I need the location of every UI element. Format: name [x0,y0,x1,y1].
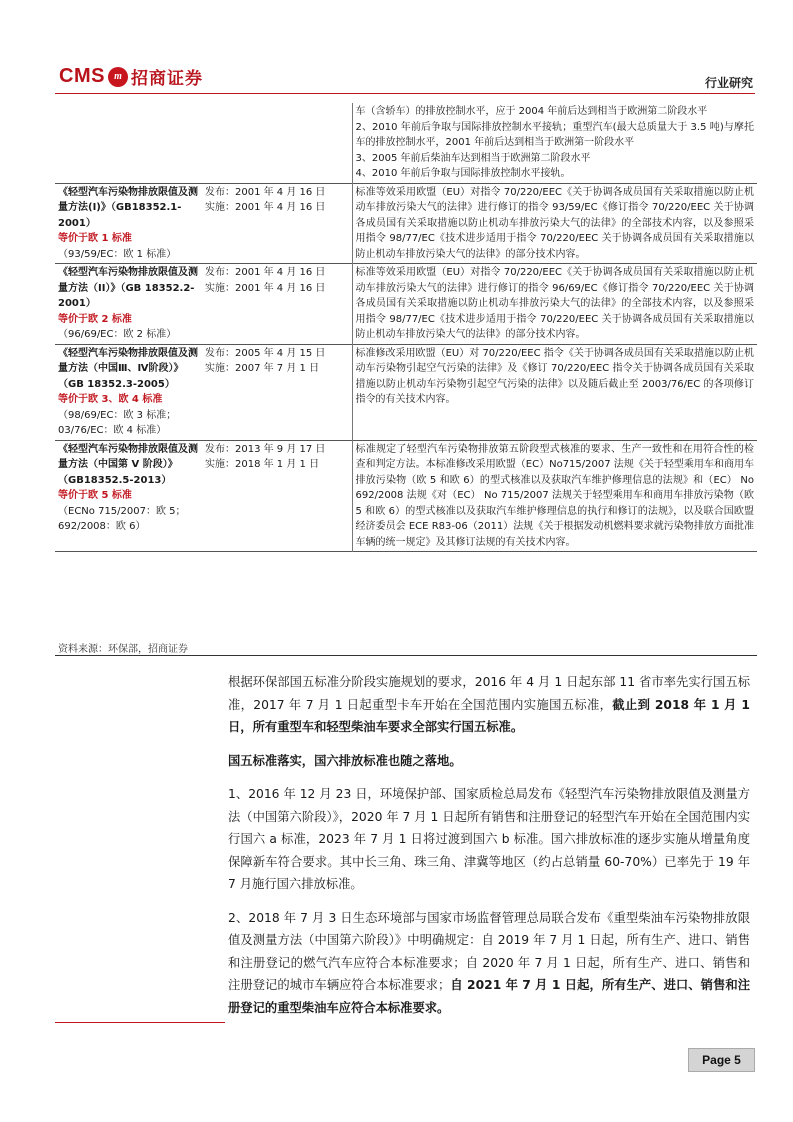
standard-reference: （98/69/EC：欧 3 标准；03/76/EC：欧 4 标准） [58,409,177,436]
standard-content: 车（含轿车）的排放控制水平，应于 2004 年前后达到相当于欧洲第二阶段水平 2、2010 年前后争取与国际排放控制水平接轨；重型汽车(最大总质量大于 3.5 吨)与摩托车的排放控制水平，2001 年前后达到相当于欧洲第一阶段水平 3、2005 年前后柴油车达到相当于欧洲第二阶段水平 4、2010 年前后争取与国际排放控制水平接轨。 [355,106,754,179]
table-row [55,103,757,183]
page-header [55,60,755,94]
table-row [55,440,757,552]
standard-content: 标准等效采用欧盟（EU）对指令 70/220/EEC《关于协调各成员国有关采取措施以防止机动车排放污染大气的法律》进行修订的指令 96/69/EC《修订指令 70/220/EEC 关于协调各成员国有关采取措施以防止机动车排放污染大气的法律》的全部技术内容，以及参照采用指令 98/77/EC《技术进步适用于指令 70/220/EEC 关于协调各成员国有关采取措施以防止机动车排放污染大气的法律》的部分技术内容。 [355,267,754,340]
footnote-divider [55,1022,225,1023]
header-divider [55,93,755,94]
standard-equivalent: 等价于欧 3、欧 4 标准 [58,394,163,405]
standard-equivalent: 等价于欧 2 标准 [58,313,132,325]
standard-reference: （96/69/EC：欧 2 标准） [58,329,177,340]
content-cell [352,183,757,264]
dates-cell [202,264,352,345]
paragraph-4 [228,907,750,1020]
logo-chinese-text: 招商证券 [130,69,203,89]
standard-equivalent: 等价于欧 1 标准 [58,233,132,244]
section-label: 行业研究 [704,76,753,90]
content-cell [352,440,757,552]
paragraph-4-bold: 自 2021 年 7 月 1 日起，所有生产、进口、销售和注册登记的重型柴油车应符合本标准要求。 [228,978,750,1015]
standard-equivalent: 等价于欧 5 标准 [58,490,132,501]
standard-content: 标准规定了轻型汽车污染物排放第五阶段型式核准的要求、生产一致性和在用符合性的检查和判定方法。本标准修改采用欧盟（EC）No715/2007 法规《关于轻型乘用车和商用车排放污染物（欧 5 和欧 6）的型式核准以及获取汽车维护修理信息的法规》和（EC） No 692/2008 法规《对（EC） No 715/2007 法规关于轻型乘用车和商用车排放污染物（欧 5 和欧 6）的型式核准以及获取汽车维护修理信息的执行和修订的法规》，以及联合国欧盟经济委员会 ECE R83-06（2011）法规《关于根据发动机燃料要求就污染物排放方面批准车辆的统一规定》及其修订法规的有关技术内容。 [355,443,754,548]
paragraph-1-text: 根据环保部国五标准分阶段实施规划的要求，2016 年 4 月 1 日起东部 11 省市率先实行国五标准，2017 年 7 月 1 日起重型卡车开始在全国范围内实施国五标准， [228,675,750,712]
company-logo [59,64,203,89]
table-row [55,344,757,440]
effective-date: 实施：2001 年 4 月 16 日 [205,202,326,213]
standard-name: 《轻型汽车污染物排放限值及测量方法（II）》（GB 18352.2-2001） [58,267,198,309]
content-cell [352,264,757,345]
effective-date: 实施：2001 年 4 月 16 日 [205,282,326,294]
standard-cell [55,344,202,440]
publish-date: 发布：2001 年 4 月 16 日 [205,267,326,278]
dates-cell [202,103,352,183]
paragraph-1 [228,671,750,739]
standard-name: 《轻型汽车污染物排放限值及测量方法（中国第 V 阶段）》（GB18352.5-2013） [58,443,198,486]
standard-cell [55,440,202,552]
publish-date: 发布：2005 年 4 月 15 日 [205,347,326,359]
paragraph-4-text: 2、2018 年 7 月 3 日生态环境部与国家市场监督管理总局联合发布《重型柴油车污染物排放限值及测量方法（中国第六阶段）》中明确规定：自 2019 年 7 月 1 日起，所有生产、进口、销售和注册登记的燃气汽车应符合本标准要求；自 2020 年 7 月 1 日起，所有生产、进口、销售和注册登记的城市车辆应符合本标准要求； [228,910,750,992]
page-number: Page 5 [688,1048,755,1072]
publish-date: 发布：2013 年 9 月 17 日 [205,443,326,455]
effective-date: 实施：2018 年 1 月 1 日 [205,459,320,470]
standard-reference: （ECNo 715/2007：欧 5；692/2008：欧 6） [58,505,186,532]
table-bottom-rule [55,655,757,656]
publish-date: 发布：2001 年 4 月 16 日 [205,186,326,198]
standard-content: 标准修改采用欧盟（EU）对 70/220/EEC 指令《关于协调各成员国有关采取措施以防止机动车污染物引起空气污染的法律》及《修订 70/220/EEC 指令关于协调各成员国有关采取措施以防止机动车污染物引起空气污染的法律》以及随后截止至 2003/76/EC 的各项修订指令的有关技术内容。 [355,347,754,405]
standard-cell [55,103,202,183]
dates-cell [202,344,352,440]
dates-cell [202,440,352,552]
paragraph-3: 1、2016 年 12 月 23 日，环境保护部、国家质检总局发布《轻型汽车污染物排放限值及测量方法（中国第六阶段）》，2020 年 7 月 1 日起所有销售和注册登记的轻型汽车开始在全国范围内实行国六 a 标准，2023 年 7 月 1 日将过渡到国六 b 标准。国六排放标准的逐步实施从增量角度保障新车符合要求。其中长三角、珠三角、津冀等地区（约占总销量 60-70%）已率先于 19 年 7 月施行国六排放标准。 [228,787,750,891]
table-row [55,264,757,345]
standard-cell [55,183,202,264]
dates-cell [202,183,352,264]
standard-cell [55,264,202,345]
standard-reference: （93/59/EC：欧 1 标准） [58,248,177,260]
effective-date: 实施：2007 年 7 月 1 日 [205,363,320,374]
content-cell [352,344,757,440]
paragraph-1-bold: 截止到 2018 年 1 月 1 日，所有重型车和轻型柴油车要求全部实行国五标准。 [228,697,750,734]
content-cell [352,103,757,183]
standard-content: 标准等效采用欧盟（EU）对指令 70/220/EEC《关于协调各成员国有关采取措施以防止机动车排放污染大气的法律》进行修订的指令 93/59/EC《修订指令 70/220/EEC 关于协调各成员国有关采取措施以防止机动车排放污染大气的法律》的全部技术内容，以及参照采用指令 98/77/EC《技术进步适用于指令 70/220/EEC 关于协调各成员国有关采取措施以防止机动车排放污染大气的法律》的部分技术内容。 [355,186,754,260]
table-row [55,183,757,264]
standards-table [55,103,757,552]
body-text [228,671,750,1030]
standard-name: 《轻型汽车污染物排放限值及测量方法(I)》（GB18352.1-2001） [58,186,198,229]
standard-name: 《轻型汽车污染物排放限值及测量方法（中国Ⅲ、Ⅳ阶段）》（GB 18352.3-2005） [58,347,198,390]
table-source: 资料来源：环保部，招商证券 [58,644,188,655]
paragraph-2: 国五标准落实，国六排放标准也随之落地。 [228,753,462,768]
logo-cms-text: CMS [59,65,105,87]
logo-badge-icon: m [108,67,128,87]
